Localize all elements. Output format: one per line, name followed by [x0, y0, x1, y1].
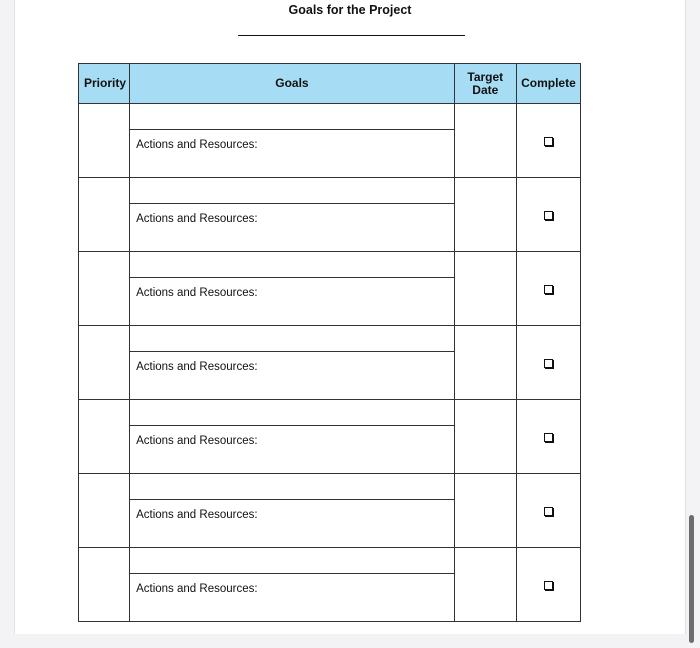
complete-checkbox[interactable]: [544, 507, 553, 516]
complete-cell: [516, 104, 580, 178]
target-date-header: [454, 64, 516, 104]
target-date-cell[interactable]: [454, 104, 516, 178]
priority-cell[interactable]: [79, 178, 130, 252]
goal-input[interactable]: [130, 104, 454, 130]
complete-cell: [516, 178, 580, 252]
goal-input[interactable]: [130, 548, 454, 574]
actions-resources-label: Actions and Resources:: [136, 139, 258, 151]
document-title: Goals for the Project: [288, 3, 412, 17]
goal-input[interactable]: [130, 474, 454, 500]
table-row: [79, 178, 581, 252]
target-date-cell[interactable]: [454, 326, 516, 400]
priority-cell[interactable]: [79, 252, 130, 326]
target-date-cell[interactable]: [454, 252, 516, 326]
goal-input[interactable]: [130, 400, 454, 426]
complete-cell: [516, 326, 580, 400]
actions-resources-label: Actions and Resources:: [136, 435, 258, 447]
page-margin-left: [0, 0, 15, 648]
goal-cell: [130, 400, 455, 474]
actions-resources-label: Actions and Resources:: [136, 361, 258, 373]
table-row: [79, 252, 581, 326]
actions-resources-label: Actions and Resources:: [136, 583, 258, 595]
goal-input[interactable]: [130, 326, 454, 352]
target-date-header-line1: Target: [467, 69, 504, 84]
complete-checkbox[interactable]: [544, 137, 553, 146]
table-row: [79, 474, 581, 548]
page-margin-bottom: [14, 634, 686, 648]
goals-header: Goals: [130, 64, 455, 104]
actions-resources-label: Actions and Resources:: [136, 213, 258, 225]
priority-cell[interactable]: [79, 326, 130, 400]
goal-input[interactable]: [130, 178, 454, 204]
complete-checkbox[interactable]: [544, 433, 553, 442]
scrollbar-thumb[interactable]: [689, 515, 694, 643]
target-date-cell[interactable]: [454, 178, 516, 252]
target-date-cell[interactable]: [454, 400, 516, 474]
goal-cell: [130, 326, 455, 400]
goal-cell: [130, 474, 455, 548]
table-row: [79, 548, 581, 622]
complete-checkbox[interactable]: [544, 285, 553, 294]
goal-cell: [130, 548, 455, 622]
complete-cell: [516, 400, 580, 474]
complete-cell: [516, 548, 580, 622]
complete-checkbox[interactable]: [544, 211, 553, 220]
complete-checkbox[interactable]: [544, 581, 553, 590]
complete-cell: [516, 474, 580, 548]
goals-table: [78, 63, 581, 622]
goal-cell: [130, 252, 455, 326]
priority-header: Priority: [79, 64, 130, 104]
priority-cell[interactable]: [79, 400, 130, 474]
table-row: [79, 400, 581, 474]
complete-checkbox[interactable]: [544, 359, 553, 368]
table-row: [79, 326, 581, 400]
complete-header: Complete: [516, 64, 580, 104]
complete-cell: [516, 252, 580, 326]
goal-cell: [130, 178, 455, 252]
target-date-cell[interactable]: [454, 548, 516, 622]
priority-cell[interactable]: [79, 474, 130, 548]
priority-cell[interactable]: [79, 548, 130, 622]
target-date-cell[interactable]: [454, 474, 516, 548]
table-row: [79, 104, 581, 178]
actions-resources-label: Actions and Resources:: [136, 287, 258, 299]
target-date-header-line2: Date: [472, 82, 499, 97]
actions-resources-label: Actions and Resources:: [136, 509, 258, 521]
title-underline: [238, 35, 465, 36]
goal-input[interactable]: [130, 252, 454, 278]
goal-cell: [130, 104, 455, 178]
table-header-row: [79, 64, 581, 104]
priority-cell[interactable]: [79, 104, 130, 178]
